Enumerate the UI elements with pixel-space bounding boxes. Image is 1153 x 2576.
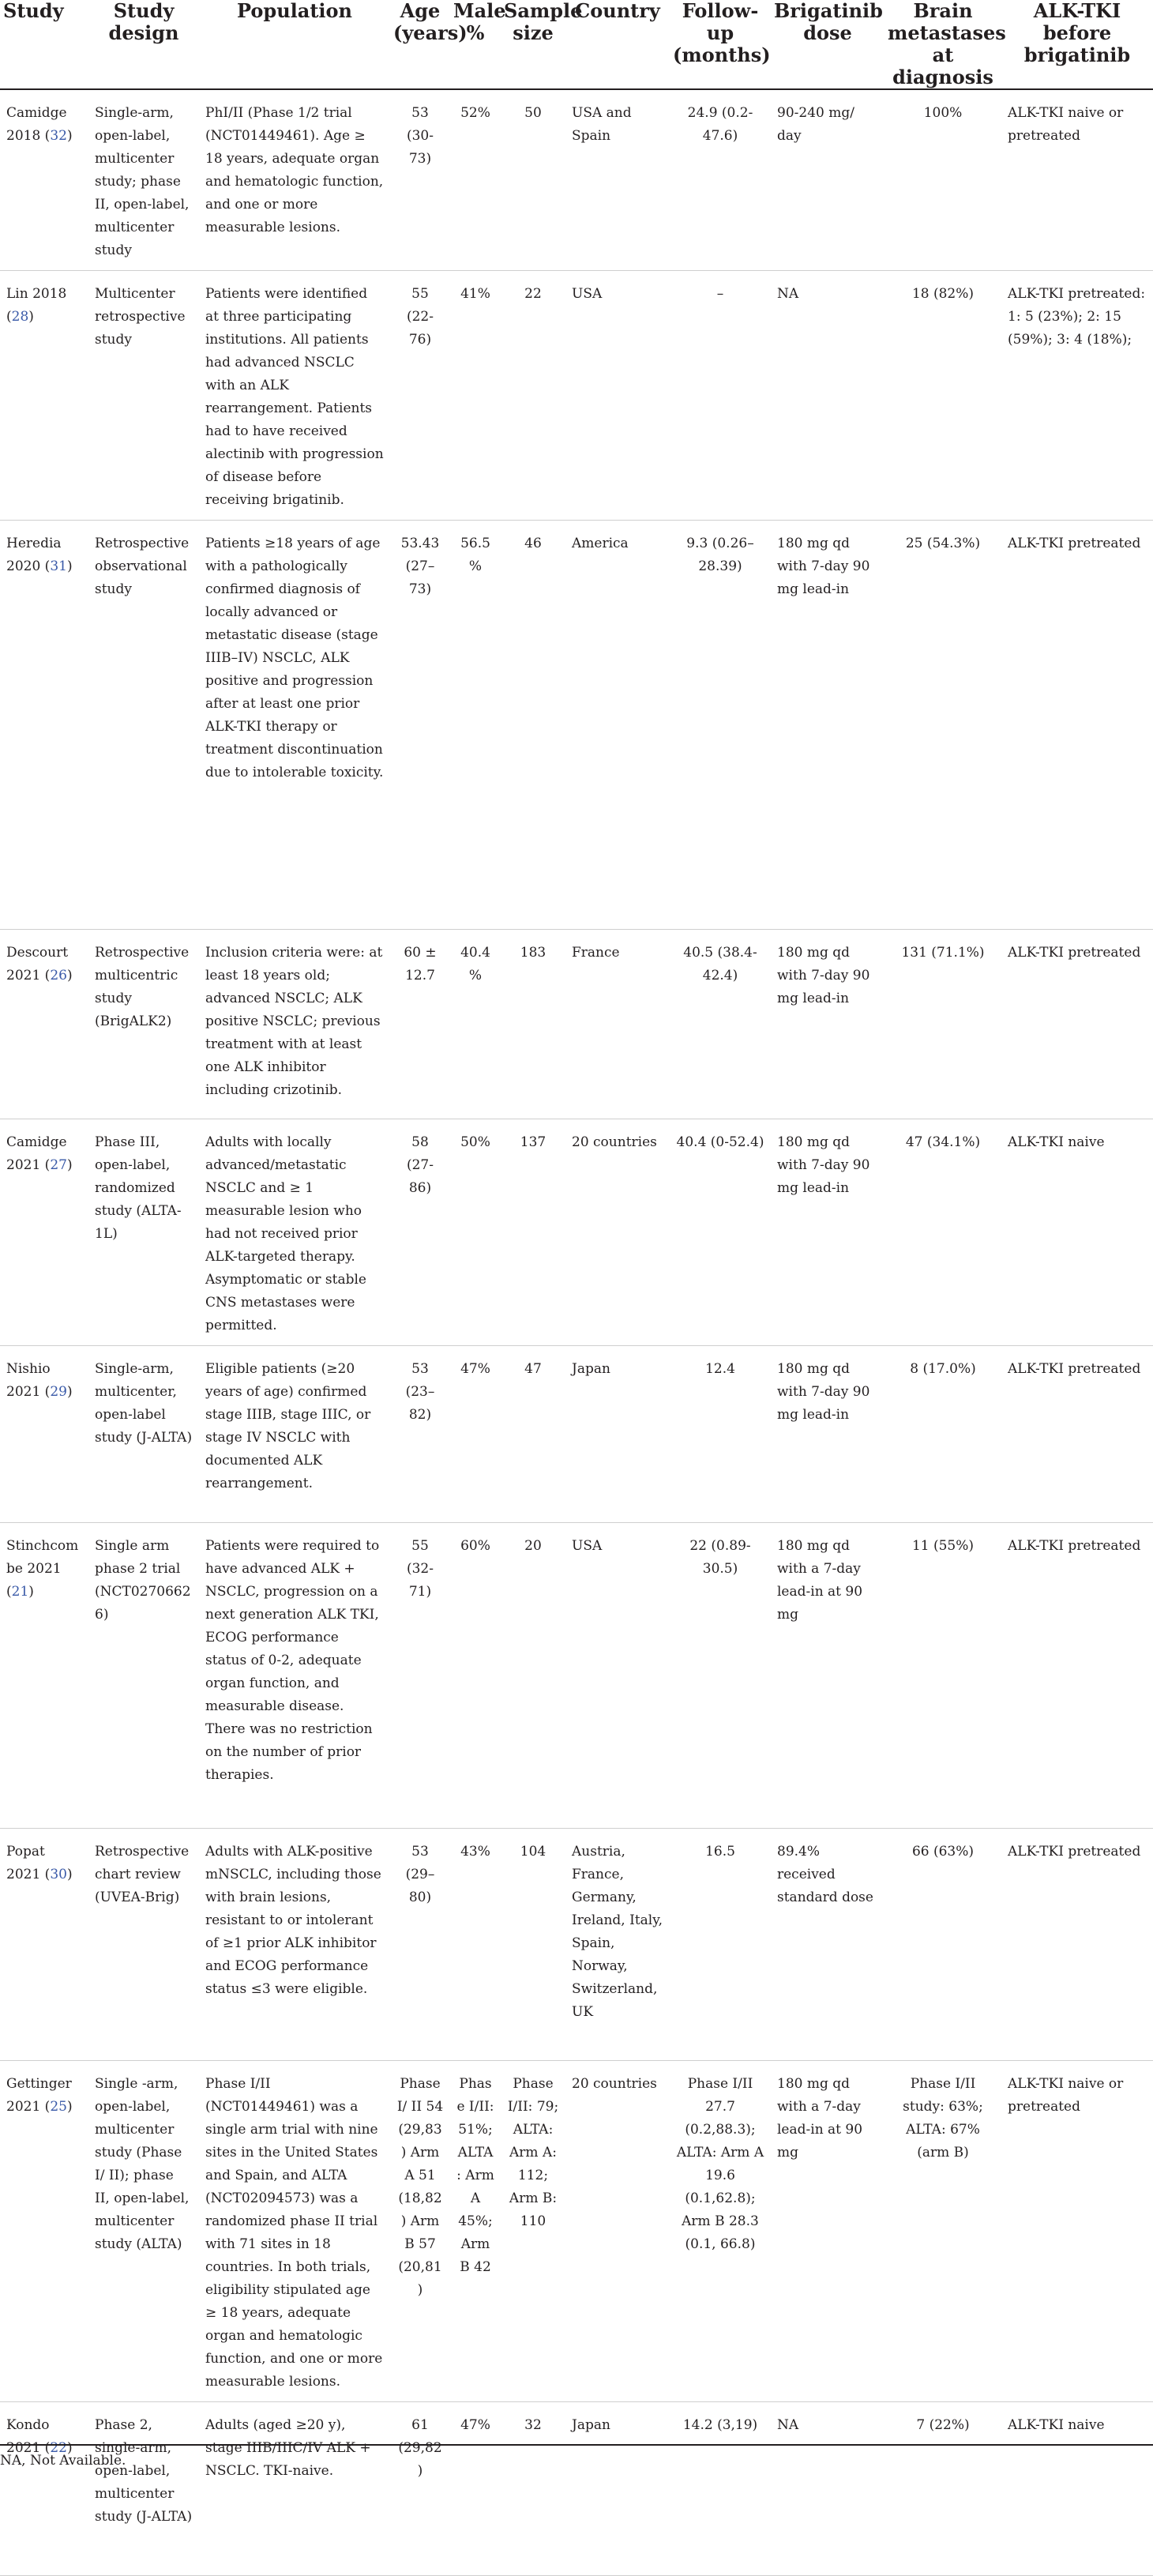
country-cell: America <box>565 521 670 930</box>
alk-tki-cell: ALK-TKI pretreated <box>1001 1346 1153 1523</box>
study-cell: Gettinger 2021 (25) <box>0 2061 88 2402</box>
study-design-cell: Retrospective observational study <box>88 521 199 930</box>
age-cell: 53 (23–82) <box>390 1346 450 1523</box>
sample-size-cell: 183 <box>501 930 565 1119</box>
population-cell: Eligible patients (≥20 years of age) confirmed stage IIIB, stage IIIC, or stage IV NSCLC with documented ALK rearrangement. <box>199 1346 390 1523</box>
reference-link[interactable]: 27 <box>50 1157 67 1173</box>
study-design-cell: Single arm phase 2 trial (NCT02706626) <box>88 1523 199 1829</box>
age-cell: 53 (29–80) <box>390 1829 450 2061</box>
brigatinib-dose-cell: 180 mg qd with 7-day 90 mg lead-in <box>771 521 884 930</box>
country-cell: Japan <box>565 2402 670 2576</box>
study-name: Heredia 2020 <box>6 536 62 574</box>
population-cell: Patients were identified at three participating institutions. All patients had advanced NSCLC with an ALK rearrangement. Patients had to have received alectinib with progression of disease before receiving brigatinib. <box>199 271 390 521</box>
reference-link[interactable]: 25 <box>50 2099 67 2115</box>
reference-link[interactable]: 26 <box>50 968 67 983</box>
follow-up-cell: Phase I/II 27.7 (0.2,88.3); ALTA: Arm A 19.6 (0.1,62.8); Arm B 28.3 (0.1, 66.8) <box>670 2061 771 2402</box>
sample-size-cell: 137 <box>501 1119 565 1346</box>
reference-link[interactable]: 22 <box>50 2440 67 2456</box>
study-name: Popat 2021 <box>6 1844 45 1882</box>
follow-up-cell: – <box>670 271 771 521</box>
table-row <box>0 1829 1153 2061</box>
alk-tki-cell: ALK-TKI pretreated <box>1001 1829 1153 2061</box>
sample-size-cell: 47 <box>501 1346 565 1523</box>
country-cell: 20 countries <box>565 1119 670 1346</box>
header-country: Country <box>565 0 670 89</box>
table-row <box>0 1119 1153 1346</box>
alk-tki-cell: ALK-TKI pretreated <box>1001 1523 1153 1829</box>
alk-tki-cell: ALK-TKI naive or pretreated <box>1001 2061 1153 2402</box>
male-percent-cell: 40.4% <box>450 930 501 1119</box>
brain-metastases-cell: Phase I/II study: 63%; ALTA: 67% (arm B) <box>884 2061 1001 2402</box>
reference-link[interactable]: 31 <box>50 558 67 574</box>
male-percent-cell: 56.5% <box>450 521 501 930</box>
age-cell: 55 (22-76) <box>390 271 450 521</box>
country-cell: USA <box>565 1523 670 1829</box>
sample-size-cell: 50 <box>501 89 565 271</box>
reference-link[interactable]: 21 <box>11 1584 29 1600</box>
sample-size-cell: 46 <box>501 521 565 930</box>
male-percent-cell: 47% <box>450 1346 501 1523</box>
study-cell: Camidge 2018 (32) <box>0 89 88 271</box>
brain-metastases-cell: 66 (63%) <box>884 1829 1001 2061</box>
header-study-design: Study design <box>88 0 199 89</box>
study-cell: Nishio 2021 (29) <box>0 1346 88 1523</box>
header-row <box>0 0 1153 89</box>
brigatinib-dose-cell: 180 mg qd with 7-day 90 mg lead-in <box>771 930 884 1119</box>
table-footnote: NA, Not Available. <box>0 2453 126 2469</box>
header-brain-metastases: Brain metastases at diagnosis <box>884 0 1001 89</box>
brain-metastases-cell: 8 (17.0%) <box>884 1346 1001 1523</box>
male-percent-cell: 50% <box>450 1119 501 1346</box>
brain-metastases-cell: 100% <box>884 89 1001 271</box>
reference-link[interactable]: 28 <box>11 309 29 325</box>
population-cell: Adults (aged ≥20 y), stage IIIB/IIIC/IV ALK + NSCLC. TKI-naive. <box>199 2402 390 2576</box>
table-row <box>0 2061 1153 2402</box>
alk-tki-cell: ALK-TKI pretreated <box>1001 930 1153 1119</box>
study-name: Camidge 2018 <box>6 105 67 144</box>
country-cell: Austria, France, Germany, Ireland, Italy, Spain, Norway, Switzerland, UK <box>565 1829 670 2061</box>
brain-metastases-cell: 25 (54.3%) <box>884 521 1001 930</box>
study-design-cell: Retrospective chart review (UVEA-Brig) <box>88 1829 199 2061</box>
study-name: Kondo 2021 <box>6 2417 50 2456</box>
header-sample-size: Sample size <box>501 0 565 89</box>
study-design-cell: Single-arm, multicenter, open-label study (J-ALTA) <box>88 1346 199 1523</box>
age-cell: 53 (30-73) <box>390 89 450 271</box>
age-cell: Phase I/ II 54 (29,83) Arm A 51 (18,82) Arm B 57 (20,81) <box>390 2061 450 2402</box>
age-cell: 60 ± 12.7 <box>390 930 450 1119</box>
sample-size-cell: 104 <box>501 1829 565 2061</box>
study-cell: Stinchcombe 2021 (21) <box>0 1523 88 1829</box>
table-row <box>0 521 1153 930</box>
male-percent-cell: 52% <box>450 89 501 271</box>
study-design-cell: Single-arm, open-label, multicenter study; phase II, open-label, multicenter study <box>88 89 199 271</box>
follow-up-cell: 16.5 <box>670 1829 771 2061</box>
brain-metastases-cell: 7 (22%) <box>884 2402 1001 2576</box>
table-bottom-rule <box>0 2444 1153 2446</box>
follow-up-cell: 12.4 <box>670 1346 771 1523</box>
header-alk-tki-before: ALK-TKI before brigatinib <box>1001 0 1153 89</box>
population-cell: Patients were required to have advanced ALK + NSCLC, progression on a next generation ALK TKI, ECOG performance status of 0-2, adequate organ function, and measurable disease. There was no restriction on the number of prior therapies. <box>199 1523 390 1829</box>
sample-size-cell: 22 <box>501 271 565 521</box>
age-cell: 55 (32-71) <box>390 1523 450 1829</box>
alk-tki-cell: ALK-TKI naive <box>1001 1119 1153 1346</box>
brigatinib-dose-cell: 180 mg qd with a 7-day lead-in at 90 mg <box>771 1523 884 1829</box>
population-cell: Patients ≥18 years of age with a pathologically confirmed diagnosis of locally advanced or metastatic disease (stage IIIB–IV) NSCLC, ALK positive and progression after at least one prior ALK-TKI therapy or treatment discontinuation due to intolerable toxicity. <box>199 521 390 930</box>
male-percent-cell: 41% <box>450 271 501 521</box>
study-design-cell: Phase 2, single-arm, open-label, multicenter study (J-ALTA) <box>88 2402 199 2576</box>
country-cell: France <box>565 930 670 1119</box>
brain-metastases-cell: 131 (71.1%) <box>884 930 1001 1119</box>
age-cell: 58 (27-86) <box>390 1119 450 1346</box>
country-cell: 20 countries <box>565 2061 670 2402</box>
age-cell: 61 (29,82) <box>390 2402 450 2576</box>
population-cell: Inclusion criteria were: at least 18 years old; advanced NSCLC; ALK positive NSCLC; previous treatment with at least one ALK inhibitor including crizotinib. <box>199 930 390 1119</box>
alk-tki-cell: ALK-TKI naive or pretreated <box>1001 89 1153 271</box>
reference-link[interactable]: 30 <box>50 1867 67 1882</box>
study-cell: Heredia 2020 (31) <box>0 521 88 930</box>
study-cell: Kondo 2021 (22) <box>0 2402 88 2576</box>
reference-link[interactable]: 32 <box>50 128 67 144</box>
study-design-cell: Single -arm, open-label, multicenter study (Phase I/ II); phase II, open-label, multicenter study (ALTA) <box>88 2061 199 2402</box>
brigatinib-dose-cell: 180 mg qd with 7-day 90 mg lead-in <box>771 1346 884 1523</box>
country-cell: USA and Spain <box>565 89 670 271</box>
follow-up-cell: 40.5 (38.4-42.4) <box>670 930 771 1119</box>
brigatinib-dose-cell: 180 mg qd with a 7-day lead-in at 90 mg <box>771 2061 884 2402</box>
follow-up-cell: 14.2 (3,19) <box>670 2402 771 2576</box>
brain-metastases-cell: 18 (82%) <box>884 271 1001 521</box>
age-cell: 53.43 (27–73) <box>390 521 450 930</box>
study-name: Descourt 2021 <box>6 945 69 983</box>
header-study: Study <box>0 0 88 89</box>
alk-tki-cell: ALK-TKI naive <box>1001 2402 1153 2576</box>
sample-size-cell: 32 <box>501 2402 565 2576</box>
male-percent-cell: 43% <box>450 1829 501 2061</box>
male-percent-cell: 60% <box>450 1523 501 1829</box>
follow-up-cell: 22 (0.89-30.5) <box>670 1523 771 1829</box>
study-name: Lin 2018 <box>6 286 67 302</box>
study-cell: Camidge 2021 (27) <box>0 1119 88 1346</box>
brain-metastases-cell: 47 (34.1%) <box>884 1119 1001 1346</box>
header-age: Age (years) <box>390 0 450 89</box>
table-row <box>0 89 1153 271</box>
brigatinib-dose-cell: NA <box>771 2402 884 2576</box>
brigatinib-dose-cell: NA <box>771 271 884 521</box>
country-cell: Japan <box>565 1346 670 1523</box>
header-male: Male % <box>450 0 501 89</box>
table-row <box>0 1523 1153 1829</box>
table-row <box>0 2402 1153 2576</box>
male-percent-cell: Phase I/II: 51%; ALTA: Arm A 45%; Arm B 42 <box>450 2061 501 2402</box>
study-cell: Descourt 2021 (26) <box>0 930 88 1119</box>
brigatinib-dose-cell: 90-240 mg/ day <box>771 89 884 271</box>
sample-size-cell: Phase I/II: 79; ALTA: Arm A: 112; Arm B: 110 <box>501 2061 565 2402</box>
study-cell: Popat 2021 (30) <box>0 1829 88 2061</box>
study-name: Nishio 2021 <box>6 1361 51 1400</box>
population-cell: PhI/II (Phase 1/2 trial (NCT01449461). Age ≥ 18 years, adequate organ and hematologic function, and one or more measurable lesions. <box>199 89 390 271</box>
table-row <box>0 1346 1153 1523</box>
reference-link[interactable]: 29 <box>50 1384 67 1400</box>
alk-tki-cell: ALK-TKI pretreated: 1: 5 (23%); 2: 15 (59%); 3: 4 (18%); <box>1001 271 1153 521</box>
header-brigatinib-dose: Brigatinib dose <box>771 0 884 89</box>
sample-size-cell: 20 <box>501 1523 565 1829</box>
follow-up-cell: 40.4 (0-52.4) <box>670 1119 771 1346</box>
table-row <box>0 930 1153 1119</box>
brigatinib-dose-cell: 89.4% received standard dose <box>771 1829 884 2061</box>
table-body <box>0 89 1153 2576</box>
male-percent-cell: 47% <box>450 2402 501 2576</box>
study-cell: Lin 2018 (28) <box>0 271 88 521</box>
table-row <box>0 271 1153 521</box>
follow-up-cell: 24.9 (0.2-47.6) <box>670 89 771 271</box>
study-design-cell: Multicenter retrospective study <box>88 271 199 521</box>
study-design-cell: Retrospective multicentric study (BrigALK2) <box>88 930 199 1119</box>
header-population: Population <box>199 0 390 89</box>
population-cell: Adults with locally advanced/metastatic NSCLC and ≥ 1 measurable lesion who had not received prior ALK-targeted therapy. Asymptomatic or stable CNS metastases were permitted. <box>199 1119 390 1346</box>
header-follow-up: Follow-up (months) <box>670 0 771 89</box>
brigatinib-dose-cell: 180 mg qd with 7-day 90 mg lead-in <box>771 1119 884 1346</box>
follow-up-cell: 9.3 (0.26–28.39) <box>670 521 771 930</box>
population-cell: Phase I/II (NCT01449461) was a single arm trial with nine sites in the United States and Spain, and ALTA (NCT02094573) was a randomized phase II trial with 71 sites in 18 countries. In both trials, eligibility stipulated age ≥ 18 years, adequate organ and hematologic function, and one or more measurable lesions. <box>199 2061 390 2402</box>
study-name: Stinchcombe 2021 <box>6 1538 79 1577</box>
country-cell: USA <box>565 271 670 521</box>
study-name: Camidge 2021 <box>6 1134 67 1173</box>
alk-tki-cell: ALK-TKI pretreated <box>1001 521 1153 930</box>
population-cell: Adults with ALK-positive mNSCLC, including those with brain lesions, resistant to or intolerant of ≥1 prior ALK inhibitor and ECOG performance status ≤3 were eligible. <box>199 1829 390 2061</box>
brain-metastases-cell: 11 (55%) <box>884 1523 1001 1829</box>
study-design-cell: Phase III, open-label, randomized study (ALTA-1L) <box>88 1119 199 1346</box>
study-name: Gettinger 2021 <box>6 2076 72 2115</box>
